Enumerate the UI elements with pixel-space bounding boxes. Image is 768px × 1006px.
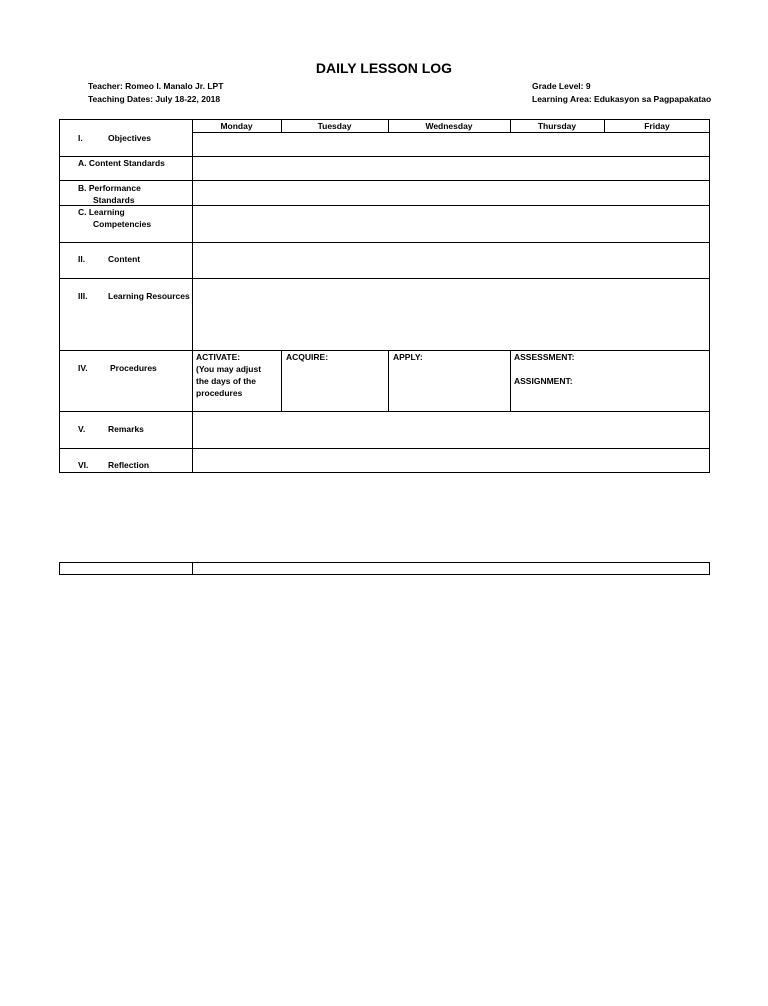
activate-text: ACTIVATE: (You may adjust the days of the procedures [196,352,262,398]
row-separator [59,180,710,181]
performance-standards-label-cont: Standards [93,195,135,205]
empty-table [59,562,710,575]
content-label: Content [108,254,141,264]
row-separator [59,242,710,243]
learning-competencies-label: C. Learning [78,207,125,217]
procedures-label: Procedures [110,363,157,373]
row-separator [59,205,710,206]
remarks-number: V. [78,424,86,434]
page-title: DAILY LESSON LOG [315,60,453,76]
grade-level: Grade Level: 9 [532,81,591,91]
day-tuesday: Tuesday [317,121,352,131]
reflection-number: VI. [78,460,89,470]
assignment-text: ASSIGNMENT: [514,376,573,386]
row-separator [59,411,710,412]
day-header-line [192,132,710,133]
acquire-text: ACQUIRE: [286,352,329,362]
row-separator [59,278,710,279]
resources-number: III. [78,291,88,301]
day-friday: Friday [644,121,670,131]
learning-competencies-label-cont: Competencies [93,219,152,229]
objectives-number: I. [78,133,83,143]
resources-label: Learning Resources [108,291,190,301]
procedures-number: IV. [78,363,88,373]
procedure-divider [510,350,511,412]
reflection-label: Reflection [108,460,150,470]
content-standards-label: A. Content Standards [78,158,165,168]
day-thursday: Thursday [537,121,577,131]
learning-area: Learning Area: Edukasyon sa Pagpapakatao [532,94,712,104]
day-monday: Monday [220,121,253,131]
procedure-divider [281,350,282,412]
row-separator [59,448,710,449]
row-separator [59,350,710,351]
teaching-dates: Teaching Dates: July 18-22, 2018 [88,94,221,104]
performance-standards-label: B. Performance [78,183,141,193]
content-number: II. [78,254,86,264]
procedure-divider [388,350,389,412]
class-info [532,80,711,106]
label-column-divider [192,119,193,473]
remarks-label: Remarks [108,424,144,434]
teacher-info [88,80,223,106]
empty-table-divider [192,562,193,575]
assessment-text: ASSESSMENT: [514,352,575,362]
teacher-name: Teacher: Romeo I. Manalo Jr. LPT [88,81,224,91]
objectives-label: Objectives [108,133,151,143]
apply-text: APPLY: [393,352,423,362]
day-wednesday: Wednesday [425,121,473,131]
